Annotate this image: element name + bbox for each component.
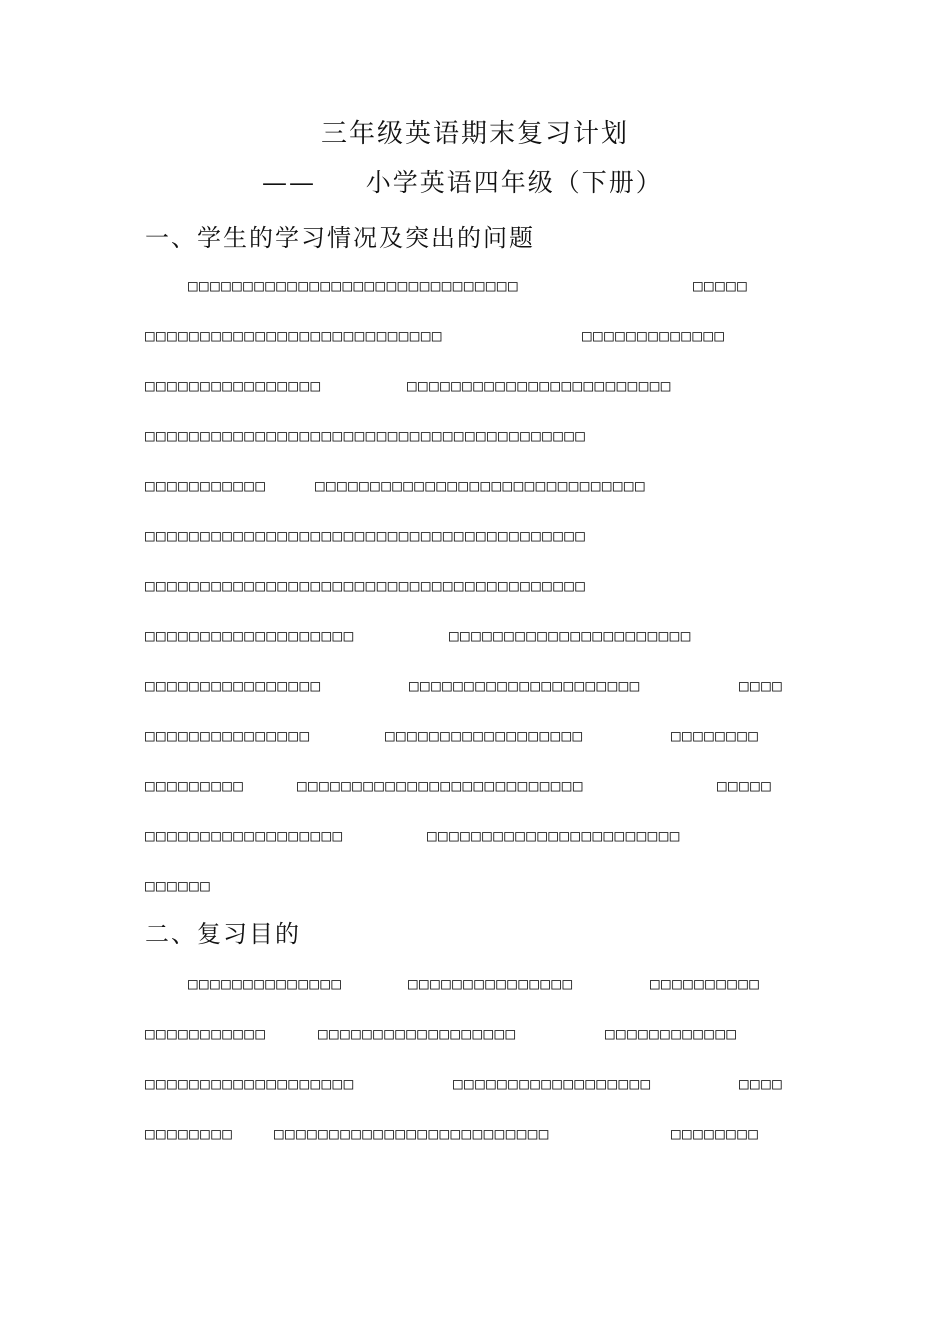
text-run: □□□□□□□□ xyxy=(145,1124,234,1143)
text-run: □□□□□□□□ xyxy=(671,726,760,745)
text-run: □□□□□□□□□ xyxy=(145,776,245,795)
text-run: □□□□□□□□□□□□□□ xyxy=(188,974,343,993)
section-2-heading: 二、复习目的 xyxy=(145,920,301,948)
text-run: □□□□□□□□□□□□□□□□ xyxy=(145,676,322,695)
text-run: □□□□□□□□□□□□□□□□□□□□□□□□□□□□□□□□□□□□□□□□ xyxy=(145,526,587,545)
text-run: □□□□□□□□□□□□□□□□□□□□□□□□□□□□□□□□□□□□□□□□ xyxy=(145,426,587,445)
text-run: □□□□□□□□□□□□□□□□□□□□□□□□□ xyxy=(274,1124,550,1143)
text-run: □□□□□□□□□□□□□□□□□□□□□□□ xyxy=(427,826,681,845)
text-run: □□□□□□□□□□□□□□□□□□□□□□□□ xyxy=(407,376,672,395)
text-run: □□□□□□□□□□□□□□□□□□□ xyxy=(145,1074,355,1093)
text-run: □□□□□□□□□□ xyxy=(650,974,761,993)
text-run: □□□□□ xyxy=(693,276,749,295)
text-run: □□□□□□□□□□□□□□□□□□ xyxy=(385,726,584,745)
text-run: □□□□□□□□□□□□□□□□ xyxy=(145,376,322,395)
text-run: □□□□□□□□□□□□□□□ xyxy=(408,974,574,993)
text-run: □□□□ xyxy=(739,676,784,695)
text-run: □□□□□□□□□□□□□ xyxy=(582,326,726,345)
text-run: □□□□□□□□□□□□□□□□□□□□□ xyxy=(409,676,641,695)
text-run: □□□□□□□□□□□□□□□□□□□□□□□□□□□ xyxy=(145,326,443,345)
text-run: □□□□□□□□□□□□□□□□□□□□□□□□□□□□□□ xyxy=(315,476,646,495)
text-run: □□□□□□□□□□□ xyxy=(145,1024,267,1043)
text-run: □□□□□□□□□□□□□□□□□□□□□□ xyxy=(449,626,692,645)
text-run: □□□□□□□□□□□□□□□□□□□□□□□□□□ xyxy=(297,776,584,795)
text-run: □□□□□□ xyxy=(145,876,212,895)
document-title: 三年级英语期末复习计划 xyxy=(320,119,629,149)
text-run: □□□□□□□□□□□□□□□ xyxy=(145,726,311,745)
document-subtitle: —— 小学英语四年级（下册） xyxy=(262,168,663,197)
text-run: □□□□□□□□□□□□□□□□□□□□□□□□□□□□□□□□□□□□□□□□ xyxy=(145,576,587,595)
text-run: □□□□□□□□□□□□□□□□□□ xyxy=(318,1024,517,1043)
text-run: □□□□□□□□□□□□ xyxy=(605,1024,738,1043)
text-run: □□□□ xyxy=(739,1074,784,1093)
section-1-heading: 一、学生的学习情况及突出的问题 xyxy=(145,224,535,252)
text-run: □□□□□□□□□□□ xyxy=(145,476,267,495)
text-run: □□□□□ xyxy=(717,776,773,795)
text-run: □□□□□□□□□□□□□□□□□□□□□□□□□□□□□□ xyxy=(188,276,519,295)
text-run: □□□□□□□□ xyxy=(671,1124,760,1143)
text-run: □□□□□□□□□□□□□□□□□□ xyxy=(453,1074,652,1093)
text-run: □□□□□□□□□□□□□□□□□□□ xyxy=(145,626,355,645)
text-run: □□□□□□□□□□□□□□□□□□ xyxy=(145,826,344,845)
